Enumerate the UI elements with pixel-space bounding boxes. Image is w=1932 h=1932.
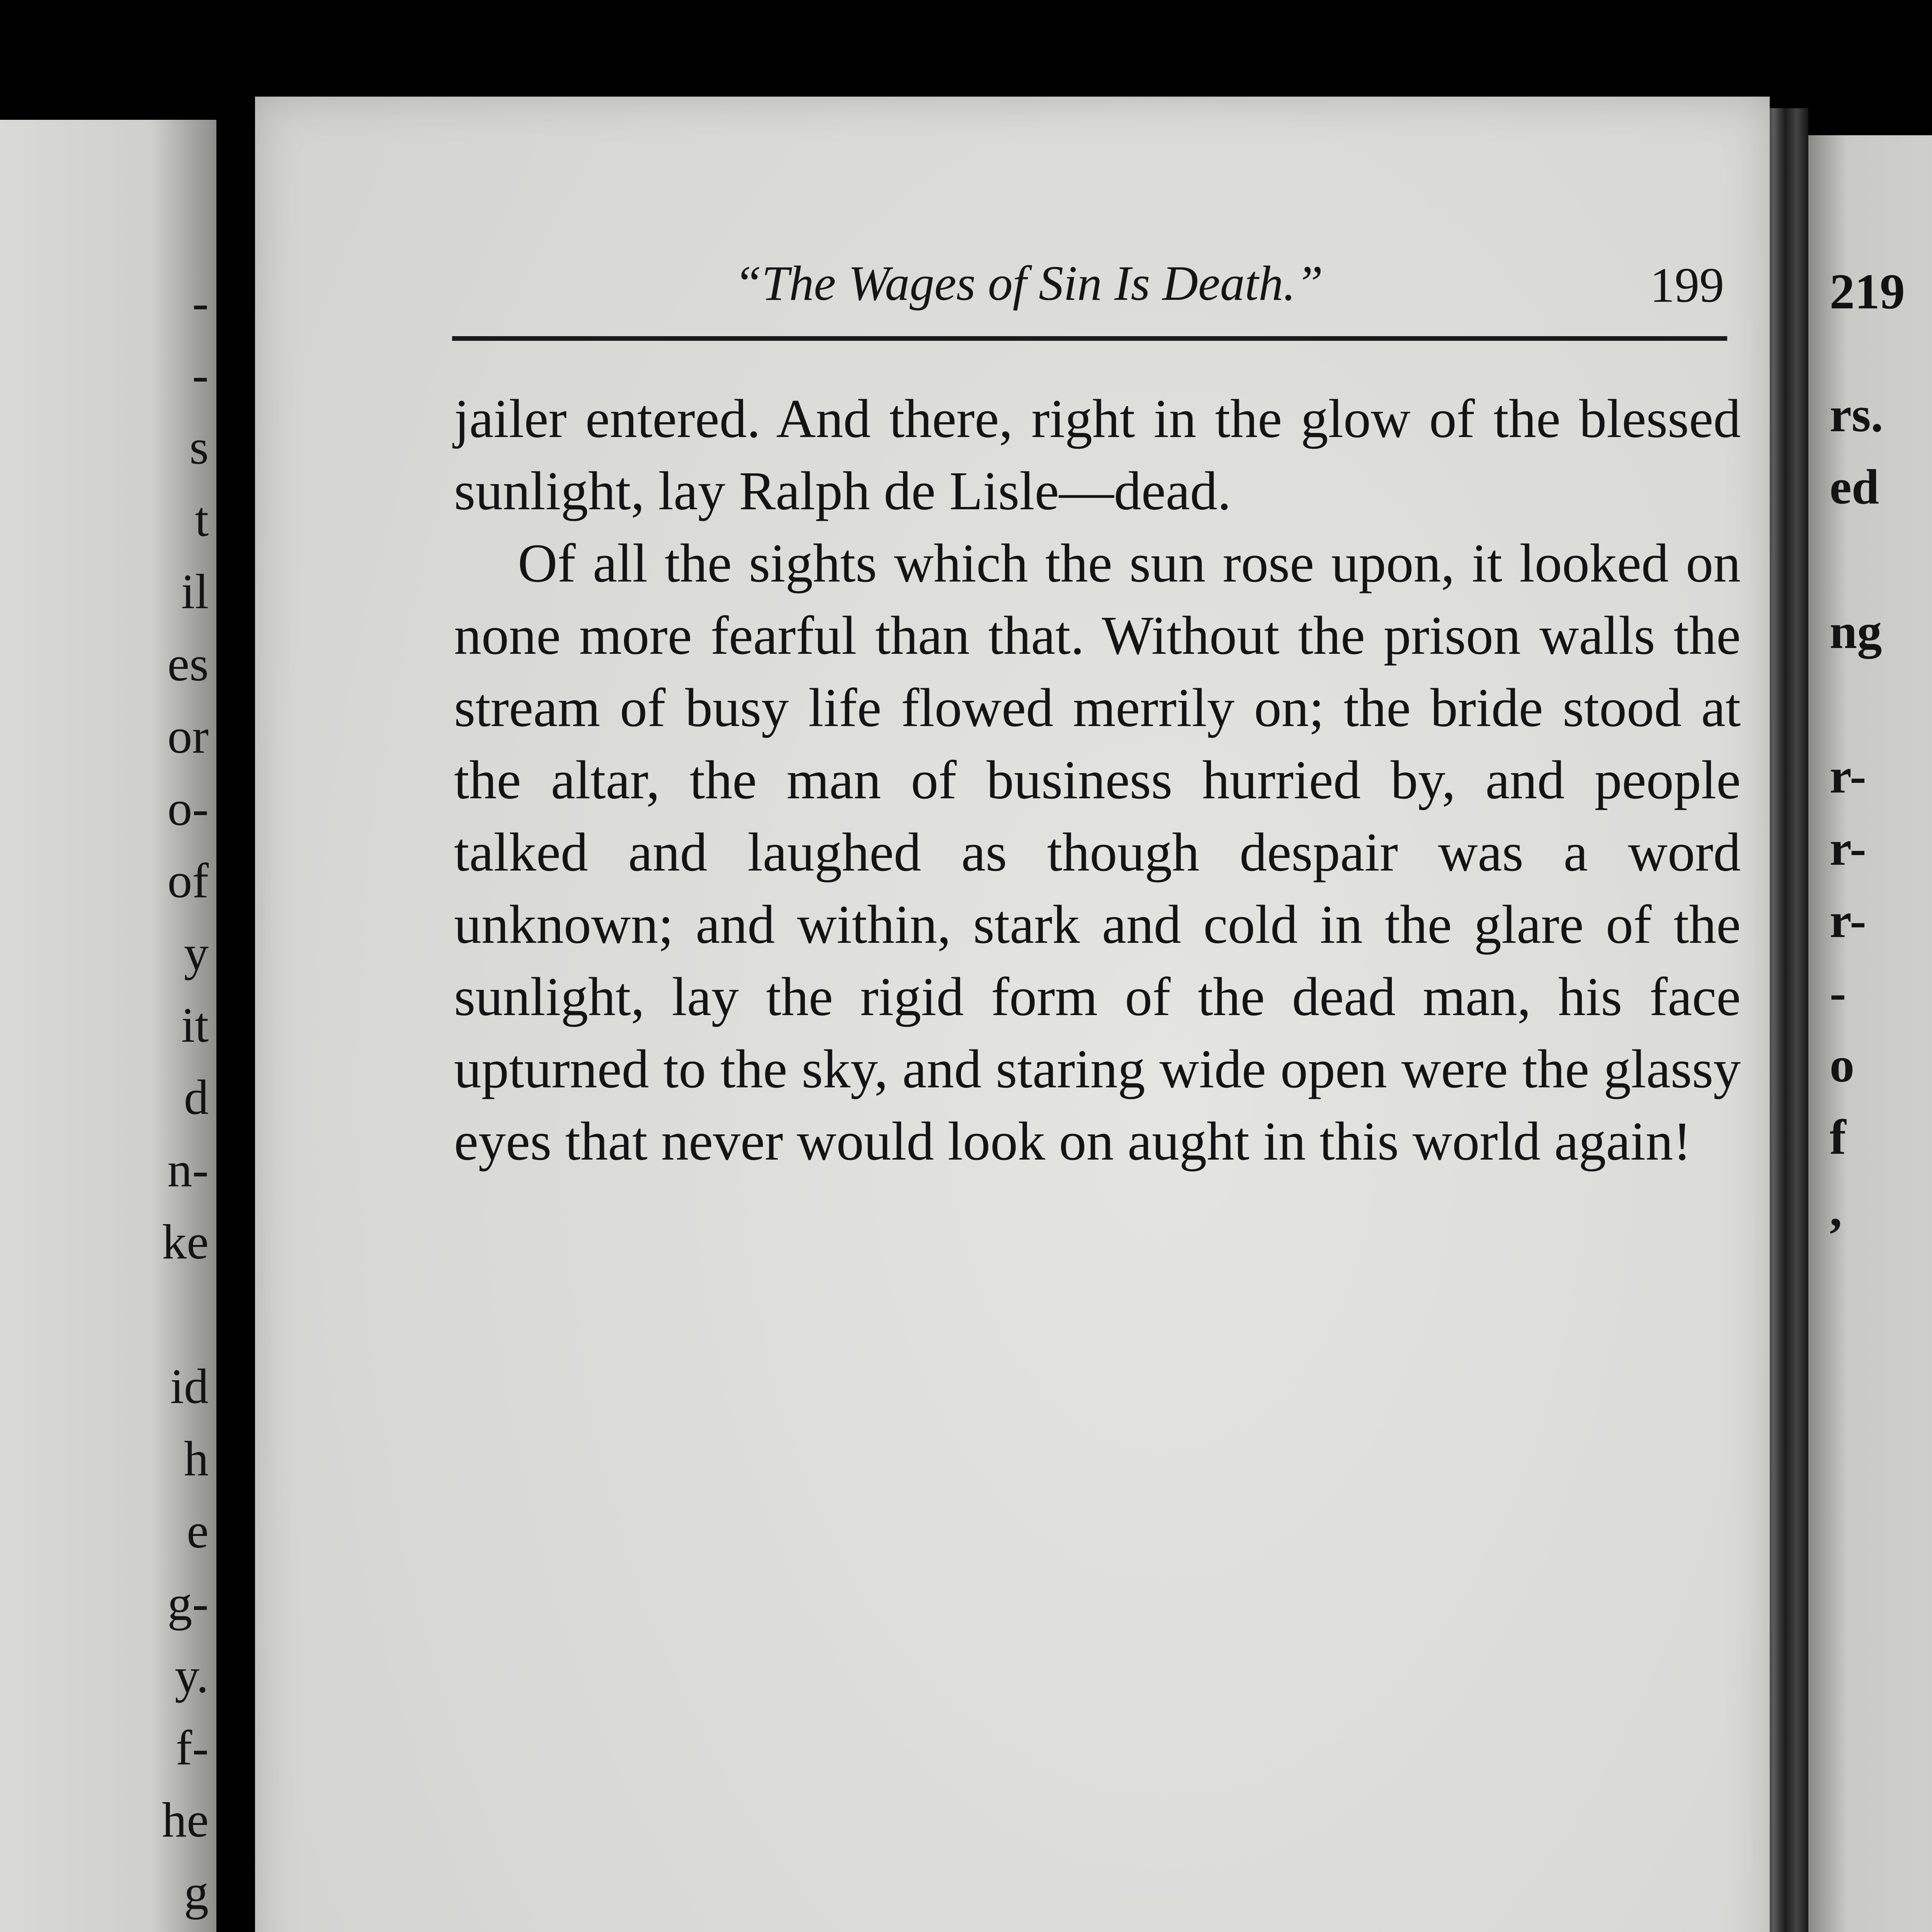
left-fragment: of	[167, 853, 209, 908]
running-head: “The Wages of Sin Is Death.”	[734, 256, 1323, 311]
header-rule	[452, 336, 1727, 341]
right-fragment: ng	[1830, 604, 1882, 659]
right-fragment: ed	[1830, 459, 1879, 514]
body-text	[454, 383, 1741, 1177]
left-fragment: g	[184, 1865, 209, 1920]
left-fragment: id	[170, 1359, 209, 1414]
left-fragment: n-	[167, 1142, 209, 1197]
right-fragment: rs.	[1830, 387, 1883, 442]
left-fragment: y.	[175, 1648, 209, 1703]
right-fragment: r-	[1830, 821, 1866, 876]
right-page-text-fragments	[1830, 379, 1883, 1246]
left-fragment: ke	[162, 1214, 209, 1269]
right-fragment: r-	[1830, 748, 1866, 803]
left-fragment: he	[162, 1793, 209, 1847]
left-fragment	[162, 1278, 209, 1350]
left-fragment: s	[189, 420, 209, 474]
right-fragment: o	[1830, 1037, 1854, 1092]
right-fragment: f	[1830, 1110, 1846, 1165]
paragraph: Of all the sights which the sun rose upon, it looked on none more fearful than that. Without the prison walls the stream of busy life flowed merrily on; the bride stood at the altar, the man of business hurried by, and people talked and laughed as though despair was a word unknown; and within, stark and cold in the glare of the sunlight, lay the rigid form of the dead man, his face upturned to the sky, and staring wide open were the glassy eyes that never would look on aught in this world again!	[454, 532, 1741, 1172]
paragraph: jailer entered. And there, right in the glow of the blessed sunlight, lay Ralph de Lisle—dead.	[454, 388, 1741, 521]
left-fragment: f-	[175, 1720, 209, 1775]
left-fragment: il	[181, 564, 209, 619]
left-fragment: o-	[167, 781, 209, 836]
left-fragment: or	[167, 709, 209, 764]
book-page	[255, 97, 1770, 1932]
left-fragment: it	[181, 998, 209, 1053]
left-page-text-fragments	[162, 267, 209, 1932]
left-fragment: t	[195, 492, 209, 547]
right-fragment: ,	[1830, 1182, 1842, 1237]
left-fragment: es	[167, 636, 209, 691]
left-fragment: -	[192, 347, 209, 402]
left-fragment: y	[184, 925, 209, 980]
left-fragment: d	[184, 1070, 209, 1125]
right-fragment: -	[1830, 965, 1846, 1020]
left-fragment	[162, 1929, 209, 1932]
page-number: 199	[1650, 258, 1724, 313]
left-fragment: -	[192, 275, 209, 330]
right-page-edge	[1793, 135, 1932, 1932]
right-fragment	[1830, 523, 1883, 595]
left-fragment: e	[187, 1503, 209, 1558]
left-fragment: h	[184, 1431, 209, 1486]
right-fragment: r-	[1830, 893, 1866, 948]
right-fragment	[1830, 668, 1883, 740]
left-fragment: g-	[167, 1576, 209, 1631]
left-page-edge	[0, 120, 216, 1932]
right-page-number: 219	[1830, 264, 1905, 320]
